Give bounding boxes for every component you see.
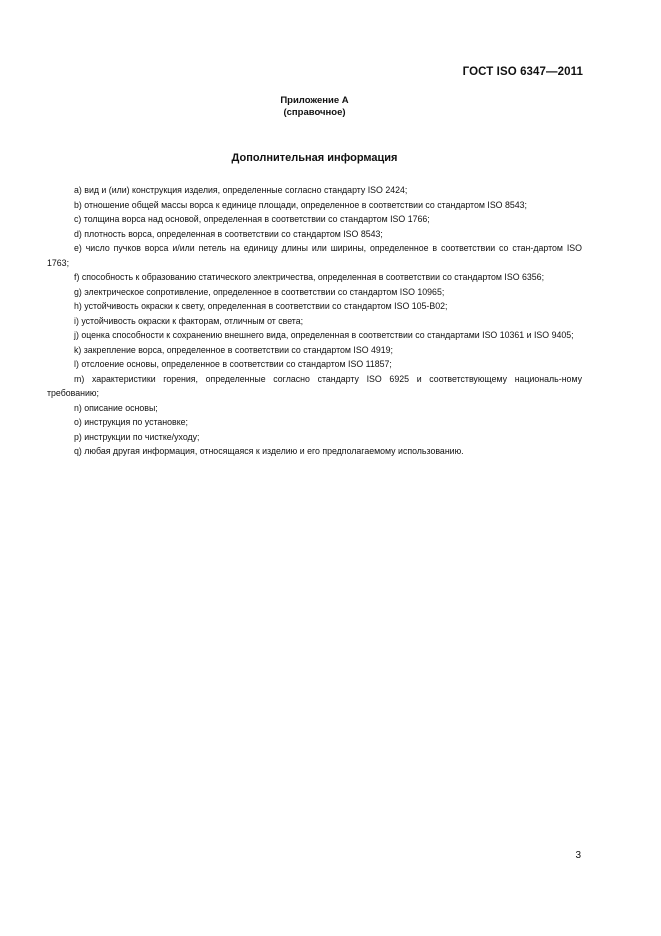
list-item: j) оценка способности к сохранению внешнего вида, определенная в соответствии со стандартами ISO 10361 и ISO 9405; bbox=[74, 330, 574, 340]
list-item: b) отношение общей массы ворса к единице площади, определенное в соответствии со стандартом ISO 8543; bbox=[74, 199, 527, 210]
list-item: d) плотность ворса, определенная в соответствии со стандартом ISO 8543; bbox=[74, 228, 383, 239]
list-item: l) отслоение основы, определенное в соответствии со стандартом ISO 11857; bbox=[74, 359, 392, 369]
list-item: a) вид и (или) конструкция изделия, определенные согласно стандарту ISO 2424; bbox=[74, 185, 408, 195]
list-item: k) закрепление ворса, определенное в соответствии со стандартом ISO 4919; bbox=[74, 344, 393, 355]
annex-title: Приложение А bbox=[280, 95, 349, 106]
list-item: c) толщина ворса над основой, определенная в соответствии со стандартом ISO 1766; bbox=[74, 214, 430, 224]
list-item: h) устойчивость окраски к свету, определенная в соответствии со стандартом ISO 105-B02; bbox=[74, 301, 448, 311]
list-item: m) характеристики горения, определенные согласно стандарту ISO 6925 и соответствующему националь-ному требованию; bbox=[47, 373, 582, 398]
list-item: i) устойчивость окраски к факторам, отличным от света; bbox=[74, 315, 304, 326]
page-number: 3 bbox=[575, 850, 581, 861]
list-item: q) любая другая информация, относящаяся к изделию и его предполагаемому использованию. bbox=[74, 446, 464, 456]
list-item: p) инструкции по чистке/уходу; bbox=[74, 431, 200, 442]
annex-heading bbox=[0, 95, 629, 119]
list-item: f) способность к образованию статического электричества, определенная в соответствии со стандартом ISO 6356; bbox=[74, 272, 545, 282]
info-list bbox=[47, 183, 582, 459]
document-code: ГОСТ ISO 6347—2011 bbox=[462, 66, 583, 78]
section-title: Дополнительная информация bbox=[231, 152, 398, 164]
list-item: e) число пучков ворса и/или петель на единицу длины или ширины, определенное в соответствии со стан-дартом ISO 1763; bbox=[47, 243, 582, 268]
annex-subtitle: (справочное) bbox=[283, 107, 346, 118]
list-item: o) инструкция по установке; bbox=[74, 417, 188, 427]
list-item: g) электрическое сопротивление, определенное в соответствии со стандартом ISO 10965; bbox=[74, 286, 445, 297]
list-item: n) описание основы; bbox=[74, 402, 158, 413]
